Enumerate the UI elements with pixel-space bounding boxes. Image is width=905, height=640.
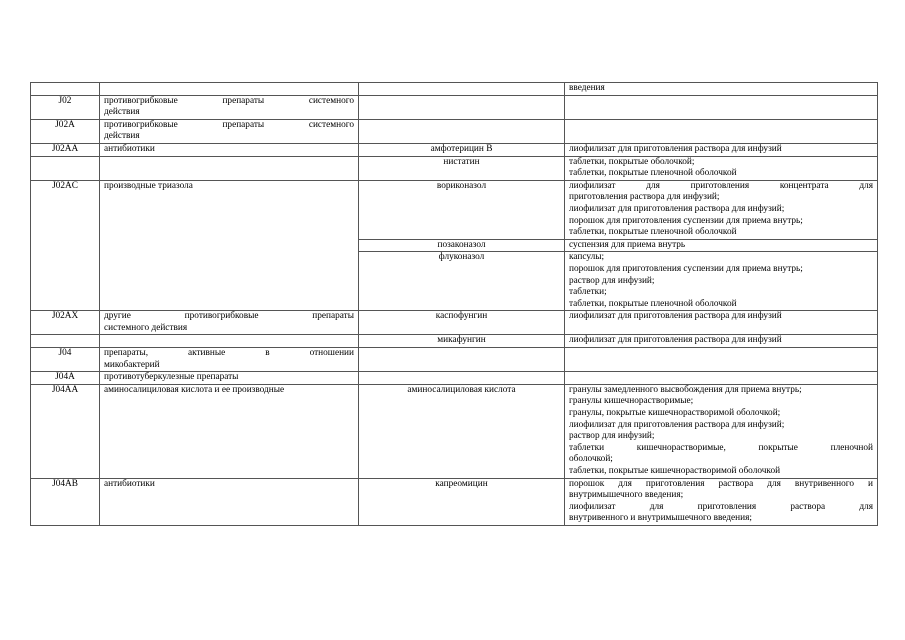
table-row — [31, 384, 878, 478]
dosage-form-line: лиофилизат для приготовления раствора для инфузий; — [569, 419, 785, 430]
dosage-form-cell — [565, 156, 878, 180]
group-cell — [100, 83, 359, 96]
group-line: микобактерий — [104, 359, 160, 370]
group-line: противотуберкулезные препараты — [104, 372, 239, 383]
dosage-form-cell — [565, 239, 878, 252]
drug-cell — [359, 372, 565, 385]
drug-cell — [359, 348, 565, 372]
table-row — [31, 311, 878, 335]
dosage-form-cell — [565, 83, 878, 96]
atc-code-cell: J04AA — [31, 384, 100, 478]
dosage-form-cell — [565, 180, 878, 239]
atc-code-cell: J02AX — [31, 311, 100, 335]
dosage-form-line: капсулы; — [569, 252, 605, 263]
atc-code-cell: J02AA — [31, 143, 100, 156]
dosage-form-line: таблетки, покрытые пленочной оболочкой — [569, 168, 737, 179]
dosage-form-cell — [565, 335, 878, 348]
group-cell — [100, 478, 359, 525]
dosage-form-line: раствор для инфузий; — [569, 431, 655, 442]
atc-code-cell — [31, 335, 100, 348]
table-row — [31, 348, 878, 372]
dosage-form-line: приготовления раствора для инфузий; — [569, 192, 720, 203]
group-line: антибиотики — [104, 478, 155, 489]
group-cell — [100, 180, 359, 311]
table-row — [31, 372, 878, 385]
table-row — [31, 478, 878, 525]
dosage-form-line: порошок для приготовления раствора для внутривенного и — [569, 478, 873, 489]
dosage-form-line: внутримышечного введения; — [569, 490, 684, 501]
drug-table — [30, 82, 878, 526]
dosage-form-line: раствор для инфузий; — [569, 275, 655, 286]
group-cell — [100, 348, 359, 372]
table-row — [31, 83, 878, 96]
dosage-form-cell — [565, 311, 878, 335]
dosage-form-cell — [565, 119, 878, 143]
drug-cell: вориконазол — [359, 180, 565, 239]
dosage-form-cell — [565, 252, 878, 311]
drug-cell: микафунгин — [359, 335, 565, 348]
table-row — [31, 143, 878, 156]
atc-code-cell: J04A — [31, 372, 100, 385]
dosage-form-line: оболочкой; — [569, 454, 613, 465]
dosage-form-cell — [565, 478, 878, 525]
dosage-form-line: суспензия для приема внутрь — [569, 239, 686, 250]
group-line: противогрибковые препараты системного — [104, 95, 354, 106]
dosage-form-line: гранулы, покрытые кишечнорастворимой оболочкой; — [569, 408, 781, 419]
drug-cell: нистатин — [359, 156, 565, 180]
group-line: системного действия — [104, 322, 188, 333]
group-line: аминосалициловая кислота и ее производные — [104, 384, 285, 395]
dosage-form-line: порошок для приготовления суспензии для приема внутрь; — [569, 263, 803, 274]
dosage-form-line: таблетки кишечнорастворимые, покрытые пленочной — [569, 442, 873, 453]
dosage-form-line: лиофилизат для приготовления раствора для — [569, 501, 873, 512]
table-row — [31, 180, 878, 239]
drug-cell — [359, 83, 565, 96]
dosage-form-line: таблетки, покрытые кишечнорастворимой оболочкой — [569, 466, 781, 476]
dosage-form-line: порошок для приготовления суспензии для приема внутрь; — [569, 215, 803, 226]
atc-code-cell: J02A — [31, 119, 100, 143]
group-line: препараты, активные в отношении — [104, 348, 354, 359]
drug-cell: аминосалициловая кислота — [359, 384, 565, 478]
dosage-form-line: гранулы замедленного высвобождения для приема внутрь; — [569, 384, 802, 395]
dosage-form-cell — [565, 372, 878, 385]
dosage-form-line: лиофилизат для приготовления концентрата для — [569, 180, 873, 191]
atc-code-cell: J02AC — [31, 180, 100, 311]
group-line: антибиотики — [104, 143, 155, 154]
group-cell — [100, 143, 359, 156]
group-line: действия — [104, 131, 140, 142]
dosage-form-cell — [565, 348, 878, 372]
group-cell — [100, 95, 359, 119]
dosage-form-cell — [565, 143, 878, 156]
dosage-form-line: таблетки, покрытые пленочной оболочкой — [569, 227, 737, 238]
group-cell — [100, 372, 359, 385]
dosage-form-line: таблетки, покрытые оболочкой; — [569, 156, 695, 167]
group-line: производные триазола — [104, 180, 193, 191]
table-row — [31, 119, 878, 143]
drug-cell — [359, 95, 565, 119]
dosage-form-line: лиофилизат для приготовления раствора для инфузий — [569, 143, 782, 154]
group-cell — [100, 311, 359, 335]
dosage-form-line: лиофилизат для приготовления раствора для инфузий — [569, 335, 782, 346]
group-line: противогрибковые препараты системного — [104, 119, 354, 130]
group-cell — [100, 384, 359, 478]
dosage-form-cell — [565, 384, 878, 478]
table-row — [31, 95, 878, 119]
drug-cell: позаконазол — [359, 239, 565, 252]
dosage-form-line: лиофилизат для приготовления раствора для инфузий — [569, 311, 782, 322]
drug-cell: каспофунгин — [359, 311, 565, 335]
dosage-form-line: введения — [569, 83, 605, 93]
dosage-form-cell — [565, 95, 878, 119]
group-cell — [100, 335, 359, 348]
atc-code-cell — [31, 83, 100, 96]
dosage-form-line: таблетки, покрытые пленочной оболочкой — [569, 298, 737, 309]
atc-code-cell: J02 — [31, 95, 100, 119]
drug-cell — [359, 119, 565, 143]
dosage-form-line: лиофилизат для приготовления раствора для инфузий; — [569, 203, 785, 214]
drug-cell: амфотерицин B — [359, 143, 565, 156]
group-cell — [100, 119, 359, 143]
atc-code-cell: J04 — [31, 348, 100, 372]
dosage-form-line: внутривенного и внутримышечного введения; — [569, 513, 752, 524]
atc-code-cell: J04AB — [31, 478, 100, 525]
group-cell — [100, 156, 359, 180]
drug-cell: капреомицин — [359, 478, 565, 525]
group-line: действия — [104, 107, 140, 118]
table-row — [31, 156, 878, 180]
group-line: другие противогрибковые препараты — [104, 311, 354, 322]
dosage-form-line: гранулы кишечнорастворимые; — [569, 396, 694, 407]
atc-code-cell — [31, 156, 100, 180]
dosage-form-line: таблетки; — [569, 287, 607, 298]
drug-cell: флуконазол — [359, 252, 565, 311]
table-row — [31, 335, 878, 348]
